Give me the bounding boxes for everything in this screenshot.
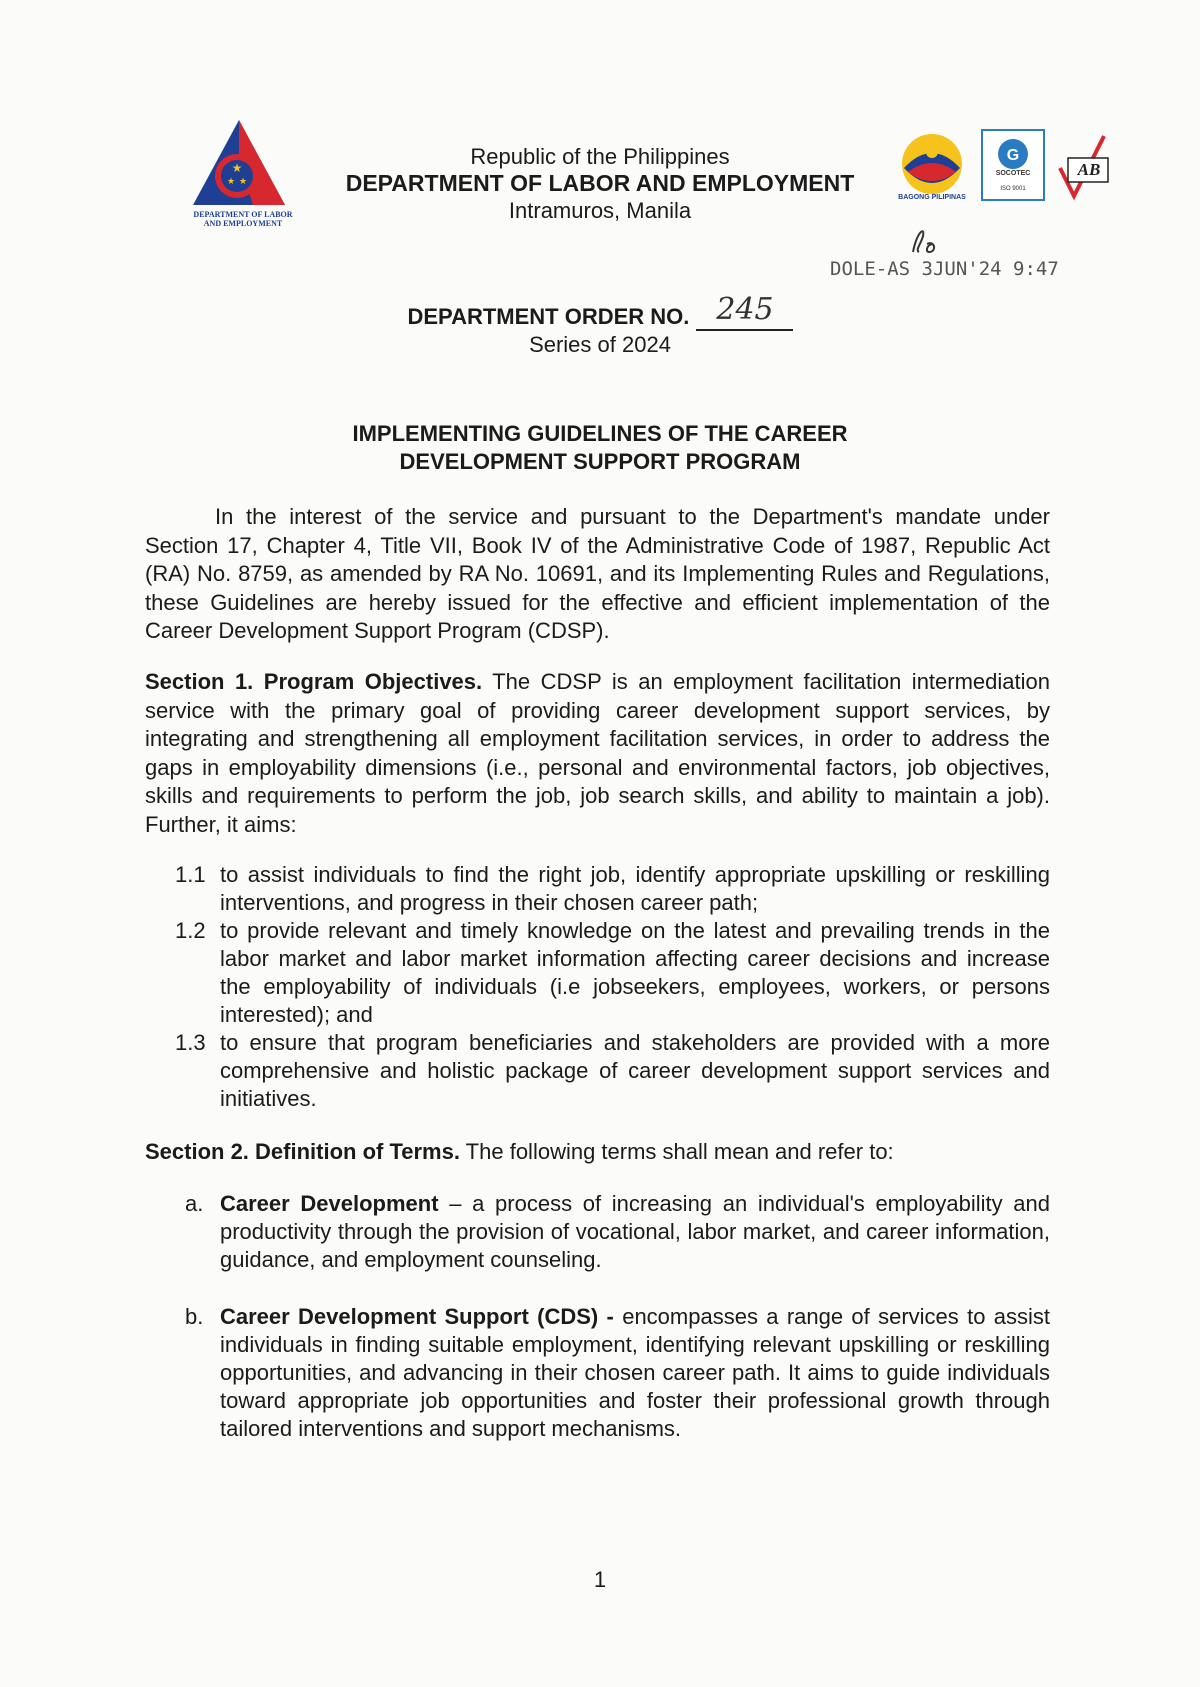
dole-logo (193, 120, 303, 245)
department-name: DEPARTMENT OF LABOR AND EMPLOYMENT (345, 170, 855, 196)
handwritten-order-number (700, 291, 790, 327)
iso-text: ISO 9001 (1000, 186, 1026, 192)
receiving-stamp: DOLE-AS 3JUN'24 9:47 (830, 258, 1059, 280)
section-2 (145, 1138, 1050, 1167)
order-number-field (696, 292, 793, 331)
intro-text: In the interest of the service and pursuant to the Department's mandate under Section 17, Chapter 4, Title VII, Book IV of the Administrative Code of 1987, Republic Act (RA) No. 8759, as amended by RA No. 10691, and its Implementing Rules and Regulations, these Guidelines are hereby issued for the effective and efficient implementation of the Career Development Support Program (CDSP). (145, 504, 1050, 643)
list-item-number: 1.3 (175, 1030, 206, 1055)
list-item (145, 917, 1050, 1029)
section-1-heading: Section 1. Program Objectives. (145, 669, 483, 694)
list-item-text: to provide relevant and timely knowledge on the latest and prevailing trends in the labor market and labor market information affecting career decisions and increase the employability of individuals (i.e jobseekers, employees, workers, or persons interested); and (220, 918, 1050, 1027)
list-item-number: 1.1 (175, 862, 206, 887)
order-block (300, 292, 900, 359)
letterhead (300, 143, 900, 224)
definition-letter: a. (185, 1191, 204, 1216)
order-label: DEPARTMENT ORDER NO. (407, 304, 690, 329)
handwritten-initials (905, 222, 945, 260)
definition-item (145, 1303, 1050, 1443)
section-2-heading: Section 2. Definition of Terms. (145, 1139, 460, 1164)
bagong-pilipinas-text: BAGONG PILIPINAS (898, 194, 966, 201)
svg-text:★: ★ (226, 177, 236, 187)
location-line: Intramuros, Manila (508, 198, 692, 223)
list-item-text: to ensure that program beneficiaries and stakeholders are provided with a more comprehensive and holistic package of career development support services and initiatives. (220, 1030, 1050, 1111)
section-2-text: The following terms shall mean and refer to: (459, 1139, 894, 1164)
definitions-list (145, 1190, 1050, 1443)
definition-item (145, 1190, 1050, 1274)
list-item-number: 1.2 (175, 918, 206, 943)
definition-text: encompasses a range of services to assist individuals in finding suitable employment, identifying relevant upskilling or reskilling opportunities, and advancing in their chosen career path. It aims to guide individuals toward appropriate job opportunities and foster their professional growth through tailored interventions and support mechanisms. (220, 1304, 1050, 1441)
list-item (145, 1029, 1050, 1113)
order-number-text: 245 (715, 292, 774, 327)
definition-letter: b. (185, 1304, 204, 1329)
list-item-text: to assist individuals to find the right job, identify appropriate upskilling or reskilling interventions, and progress in their chosen career path; (220, 862, 1050, 915)
dole-logo-text-1: DEPARTMENT OF LABOR (193, 210, 293, 219)
list-item (145, 861, 1050, 917)
section-1-text: The CDSP is an employment facilitation intermediation service with the primary goal of providing career development support services, by integrating and strengthening all employment facilitation services, in order to address the gaps in employability dimensions (i.e., personal and environmental factors, job objectives, skills and requirements to perform the job, job search skills, and ability to maintain a job). Further, it aims: (145, 669, 1050, 837)
definition-term: Career Development (220, 1191, 439, 1216)
title-line-2: DEVELOPMENT SUPPORT PROGRAM (399, 449, 801, 474)
socotec-text: SOCOTEC (995, 170, 1031, 177)
ab-text: AB (1077, 160, 1101, 179)
certification-logos (890, 128, 1110, 218)
objectives-list (145, 861, 1050, 1113)
republic-line: Republic of the Philippines (470, 144, 730, 169)
section-1 (145, 668, 1050, 839)
order-series: Series of 2024 (529, 332, 671, 357)
svg-text:★: ★ (231, 161, 243, 175)
svg-text:★: ★ (238, 177, 248, 187)
svg-text:G: G (1006, 147, 1020, 164)
definition-term: Career Development Support (CDS) - (220, 1304, 614, 1329)
intro-paragraph (145, 503, 1050, 646)
title-line-1: IMPLEMENTING GUIDELINES OF THE CAREER (352, 421, 848, 446)
definition-text: – a process of increasing an individual's employability and productivity through the provision of vocational, labor market, and career information, guidance, and employment counseling. (220, 1191, 1050, 1272)
page-number: 1 (593, 1567, 607, 1592)
dole-logo-text-2: AND EMPLOYMENT (203, 219, 283, 228)
document-title (250, 420, 950, 476)
